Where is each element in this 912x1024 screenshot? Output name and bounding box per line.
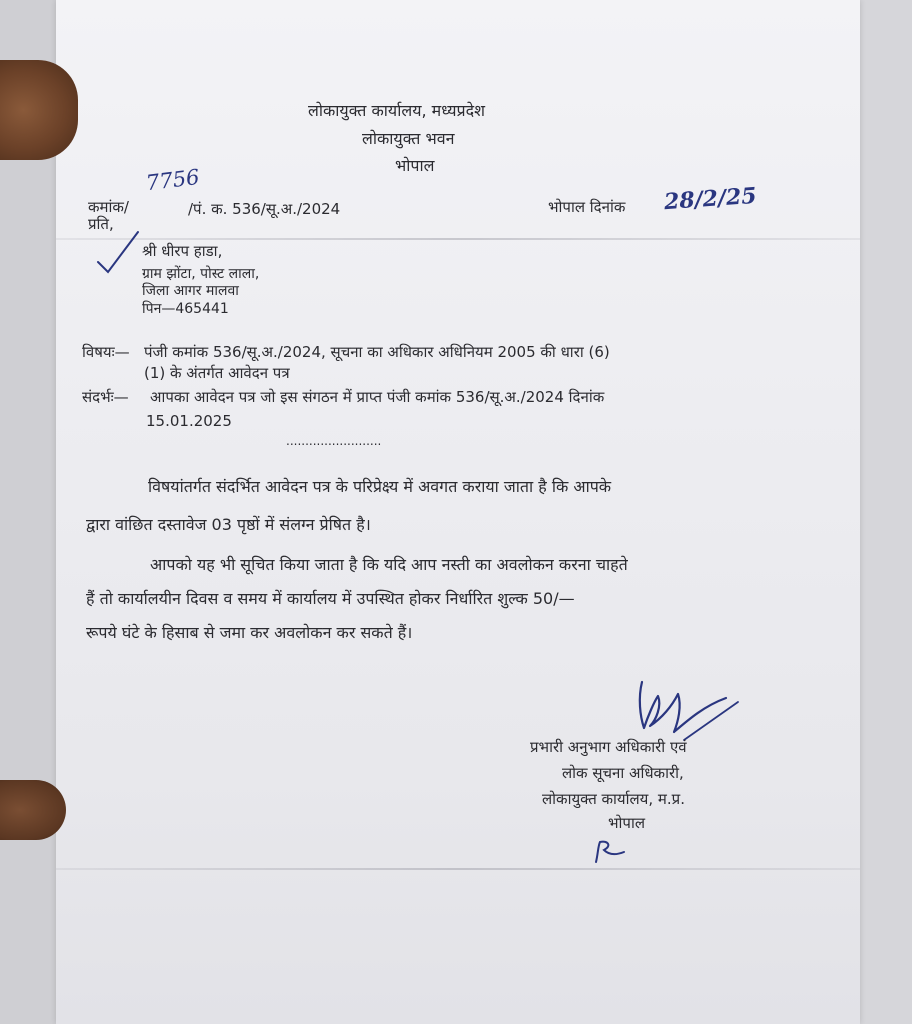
signature-designation: प्रभारी अनुभाग अधिकारी एवं — [530, 738, 687, 756]
signature-office: लोकायुक्त कार्यालय, म.प्र. — [542, 790, 685, 808]
recipient-address-district: जिला आगर मालवा — [142, 283, 239, 299]
prati-label: प्रति, — [88, 215, 114, 233]
finger-holding-paper — [0, 780, 66, 840]
signature-role: लोक सूचना अधिकारी, — [562, 764, 684, 782]
letterhead-office: लोकायुक्त कार्यालय, मध्यप्रदेश — [308, 101, 485, 120]
reference-line1: आपका आवेदन पत्र जो इस संगठन में प्राप्त पंजी कमांक 536/सू.अ./2024 दिनांक — [150, 388, 605, 406]
body-para2-line3: रूपये घंटे के हिसाब से जमा कर अवलोकन कर सकते हैं। — [86, 623, 413, 642]
separator-dots: ......................... — [286, 434, 382, 448]
body-para2-line2: हैं तो कार्यालयीन दिवस व समय में कार्यालय में उपस्थित होकर निर्धारित शुल्क 50/— — [86, 589, 575, 608]
subject-line2: (1) के अंतर्गत आवेदन पत्र — [144, 364, 290, 382]
reference-line2: 15.01.2025 — [146, 412, 232, 430]
letter-paper — [56, 0, 860, 1024]
paper-fold-line — [56, 868, 860, 870]
body-para2-line1: आपको यह भी सूचित किया जाता है कि यदि आप नस्ती का अवलोकन करना चाहते — [150, 555, 628, 574]
body-para1-line1: विषयांतर्गत संदर्भित आवेदन पत्र के परिप्रेक्ष्य में अवगत कराया जाता है कि आपके — [148, 477, 612, 496]
background-right — [860, 0, 912, 1024]
subject-label: विषयः— — [82, 343, 130, 361]
recipient-address-village: ग्राम झोंटा, पोस्ट लाला, — [142, 266, 260, 282]
subject-line1: पंजी कमांक 536/सू.अ./2024, सूचना का अधिकार अधिनियम 2005 की धारा (6) — [144, 343, 610, 361]
thumb-holding-paper — [0, 60, 78, 160]
file-number: /पं. क. 536/सू.अ./2024 — [188, 200, 341, 218]
letterhead-city: भोपाल — [395, 156, 435, 175]
handwritten-initial-icon — [590, 838, 630, 866]
handwritten-signature-icon — [628, 676, 748, 746]
recipient-pin: पिन—465441 — [142, 301, 229, 317]
reference-label: संदर्भः— — [82, 388, 129, 406]
paper-fold-line — [56, 238, 860, 240]
kramank-label: कमांक/ — [88, 198, 129, 216]
body-para1-line2: द्वारा वांछित दस्तावेज 03 पृष्ठों में संलग्न प्रेषित है। — [86, 515, 371, 534]
handwritten-date: 28/2/25 — [663, 182, 758, 216]
letterhead-building: लोकायुक्त भवन — [362, 129, 455, 148]
signature-city: भोपाल — [608, 814, 646, 832]
tick-mark-icon — [92, 228, 142, 278]
handwritten-dispatch-number: 7756 — [144, 164, 201, 196]
date-label: भोपाल दिनांक — [548, 198, 626, 216]
recipient-name: श्री धीरप हाडा, — [142, 242, 223, 260]
